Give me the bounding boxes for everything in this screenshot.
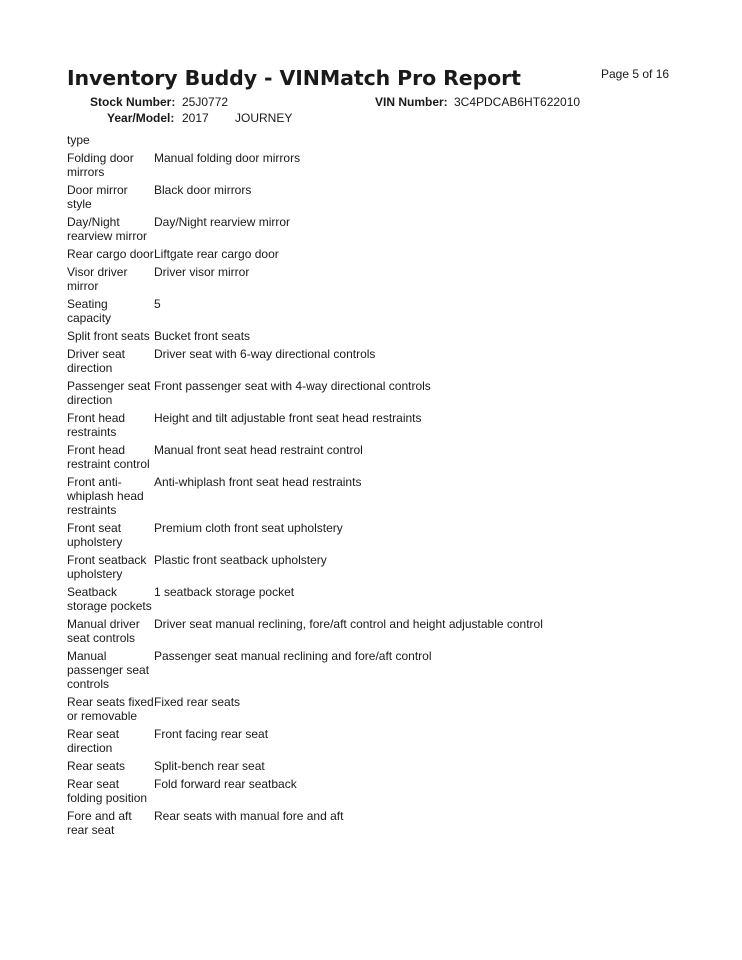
spec-label: Front seatback upholstery [67,553,147,581]
spec-value: Fixed rear seats [154,695,241,709]
spec-row [67,475,627,517]
spec-row [67,443,627,471]
spec-label: Front anti-whiplash head restraints [67,475,144,517]
spec-value: Manual folding door mirrors [154,151,301,165]
spec-row [67,347,627,375]
spec-row [67,695,627,723]
spec-label: Rear seats [67,759,126,773]
spec-label: Split front seats [67,329,150,343]
spec-label: Folding door mirrors [67,151,134,179]
spec-value [154,133,627,147]
spec-value: Split-bench rear seat [154,759,265,773]
spec-value: Driver visor mirror [154,265,250,279]
spec-label: Rear seats fixed or removable [67,695,154,723]
spec-value: 1 seatback storage pocket [154,585,295,599]
spec-row [67,585,627,613]
spec-row [67,777,627,805]
spec-value: Anti-whiplash front seat head restraints [154,475,362,489]
model-value: JOURNEY [235,111,293,125]
spec-row [67,521,627,549]
spec-label: Fore and aft rear seat [67,809,132,837]
spec-row [67,727,627,755]
spec-value: Liftgate rear cargo door [154,247,279,261]
spec-label: Rear seat direction [67,727,120,755]
spec-row [67,809,627,837]
spec-row [67,133,627,147]
vin-number-value: 3C4PDCAB6HT622010 [454,95,581,109]
spec-value: Black door mirrors [154,183,252,197]
spec-value: 5 [154,297,161,311]
spec-label: Door mirror style [67,183,128,211]
vin-number-label: VIN Number: [375,95,448,109]
spec-value: Fold forward rear seatback [154,777,297,791]
spec-label: Driver seat direction [67,347,126,375]
spec-value: Driver seat with 6-way directional controls [154,347,376,361]
spec-row [67,265,627,293]
spec-value: Passenger seat manual reclining and fore/aft control [154,649,432,663]
spec-label: Manual passenger seat controls [67,649,150,691]
spec-value: Driver seat manual reclining, fore/aft control and height adjustable control [154,617,543,631]
spec-row [67,247,627,261]
spec-table [67,133,627,841]
spec-label: Rear cargo door [67,247,154,261]
spec-row [67,759,627,773]
spec-value: Day/Night rearview mirror [154,215,291,229]
spec-label: Visor driver mirror [67,265,128,293]
spec-label: Front seat upholstery [67,521,123,549]
page-number: Page 5 of 16 [601,67,670,81]
spec-row [67,215,627,243]
report-title: Inventory Buddy - VINMatch Pro Report [67,66,521,90]
stock-number-value: 25J0772 [182,95,229,109]
spec-value: Plastic front seatback upholstery [154,553,327,567]
spec-row [67,553,627,581]
spec-value: Manual front seat head restraint control [154,443,363,457]
spec-row [67,151,627,179]
spec-label: Seatback storage pockets [67,585,152,613]
spec-label: Front head restraint control [67,443,150,471]
spec-row [67,297,627,325]
spec-value: Front passenger seat with 4-way directional controls [154,379,431,393]
spec-row [67,649,627,691]
spec-row [67,183,627,211]
spec-value: Rear seats with manual fore and aft [154,809,344,823]
spec-value: Premium cloth front seat upholstery [154,521,343,535]
spec-value: Front facing rear seat [154,727,269,741]
spec-label: Rear seat folding position [67,777,148,805]
spec-label: Seating capacity [67,297,112,325]
spec-label: Front head restraints [67,411,126,439]
spec-row [67,329,627,343]
spec-label: Passenger seat direction [67,379,151,407]
spec-label: type [67,133,90,147]
year-value: 2017 [182,111,209,125]
stock-number-label: Stock Number: [90,95,176,109]
spec-value: Height and tilt adjustable front seat head restraints [154,411,422,425]
spec-label: Day/Night rearview mirror [67,215,148,243]
year-model-label: Year/Model: [107,111,175,125]
spec-value: Bucket front seats [154,329,251,343]
spec-row [67,379,627,407]
spec-row [67,411,627,439]
spec-label: Manual driver seat controls [67,617,140,645]
spec-row [67,617,627,645]
